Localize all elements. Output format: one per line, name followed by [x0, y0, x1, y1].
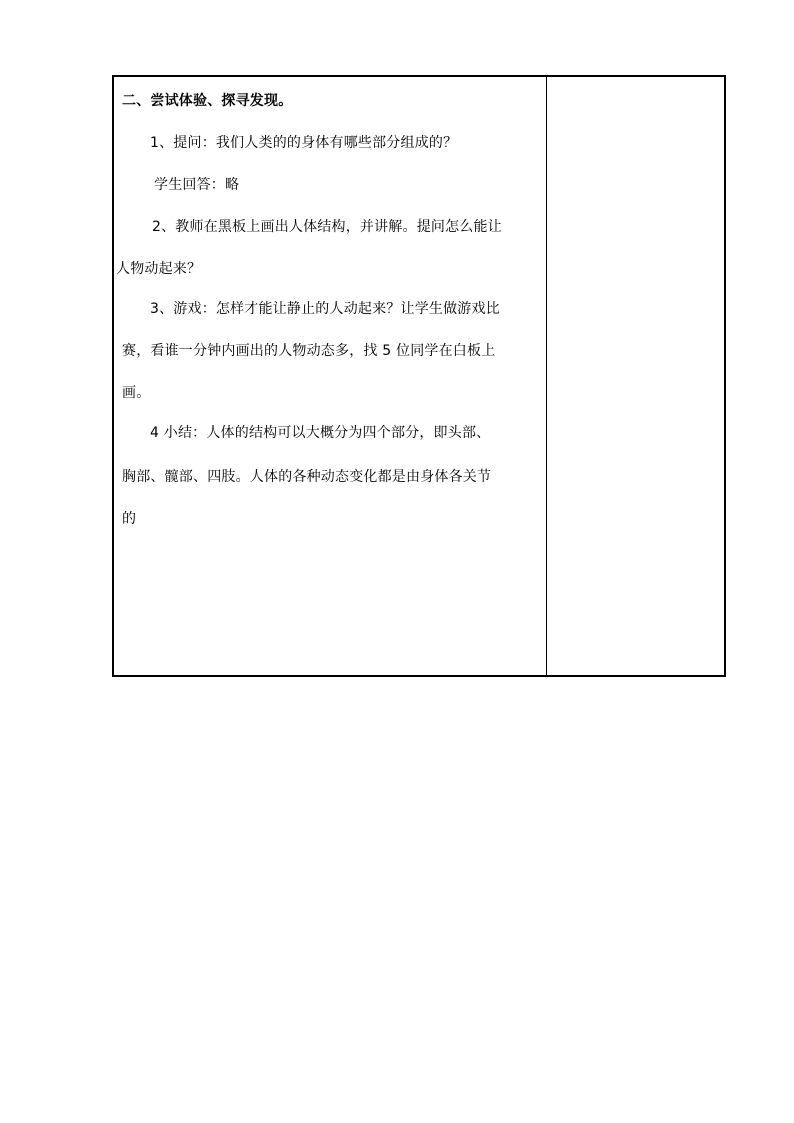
step-3-line-3: 画。: [122, 385, 151, 401]
step-2-line-1: 2、教师在黑板上画出人体结构，并讲解。提问怎么能让: [152, 219, 502, 235]
lesson-plan-table: [112, 75, 726, 677]
step-1-question: 1、提问：我们人类的的身体有哪些部分组成的？: [150, 135, 458, 151]
step-4-line-2: 胸部、髋部、四肢。人体的各种动态变化都是由身体各关节: [122, 469, 492, 485]
step-3-line-1: 3、游戏：怎样才能让静止的人动起来？让学生做游戏比: [150, 301, 500, 317]
step-2-line-2: 人物动起来？: [116, 261, 202, 277]
step-3-line-2: 赛，看谁一分钟内画出的人物动态多，找 5 位同学在白板上: [122, 343, 496, 359]
section-heading: 二、尝试体验、探寻发现。: [122, 93, 293, 109]
lesson-content-cell: [114, 77, 546, 675]
step-4-line-1: 4 小结：人体的结构可以大概分为四个部分，即头部、: [150, 425, 491, 441]
notes-cell: [547, 77, 724, 675]
student-answer: 学生回答：略: [154, 177, 240, 193]
step-4-line-3: 的: [122, 511, 137, 527]
